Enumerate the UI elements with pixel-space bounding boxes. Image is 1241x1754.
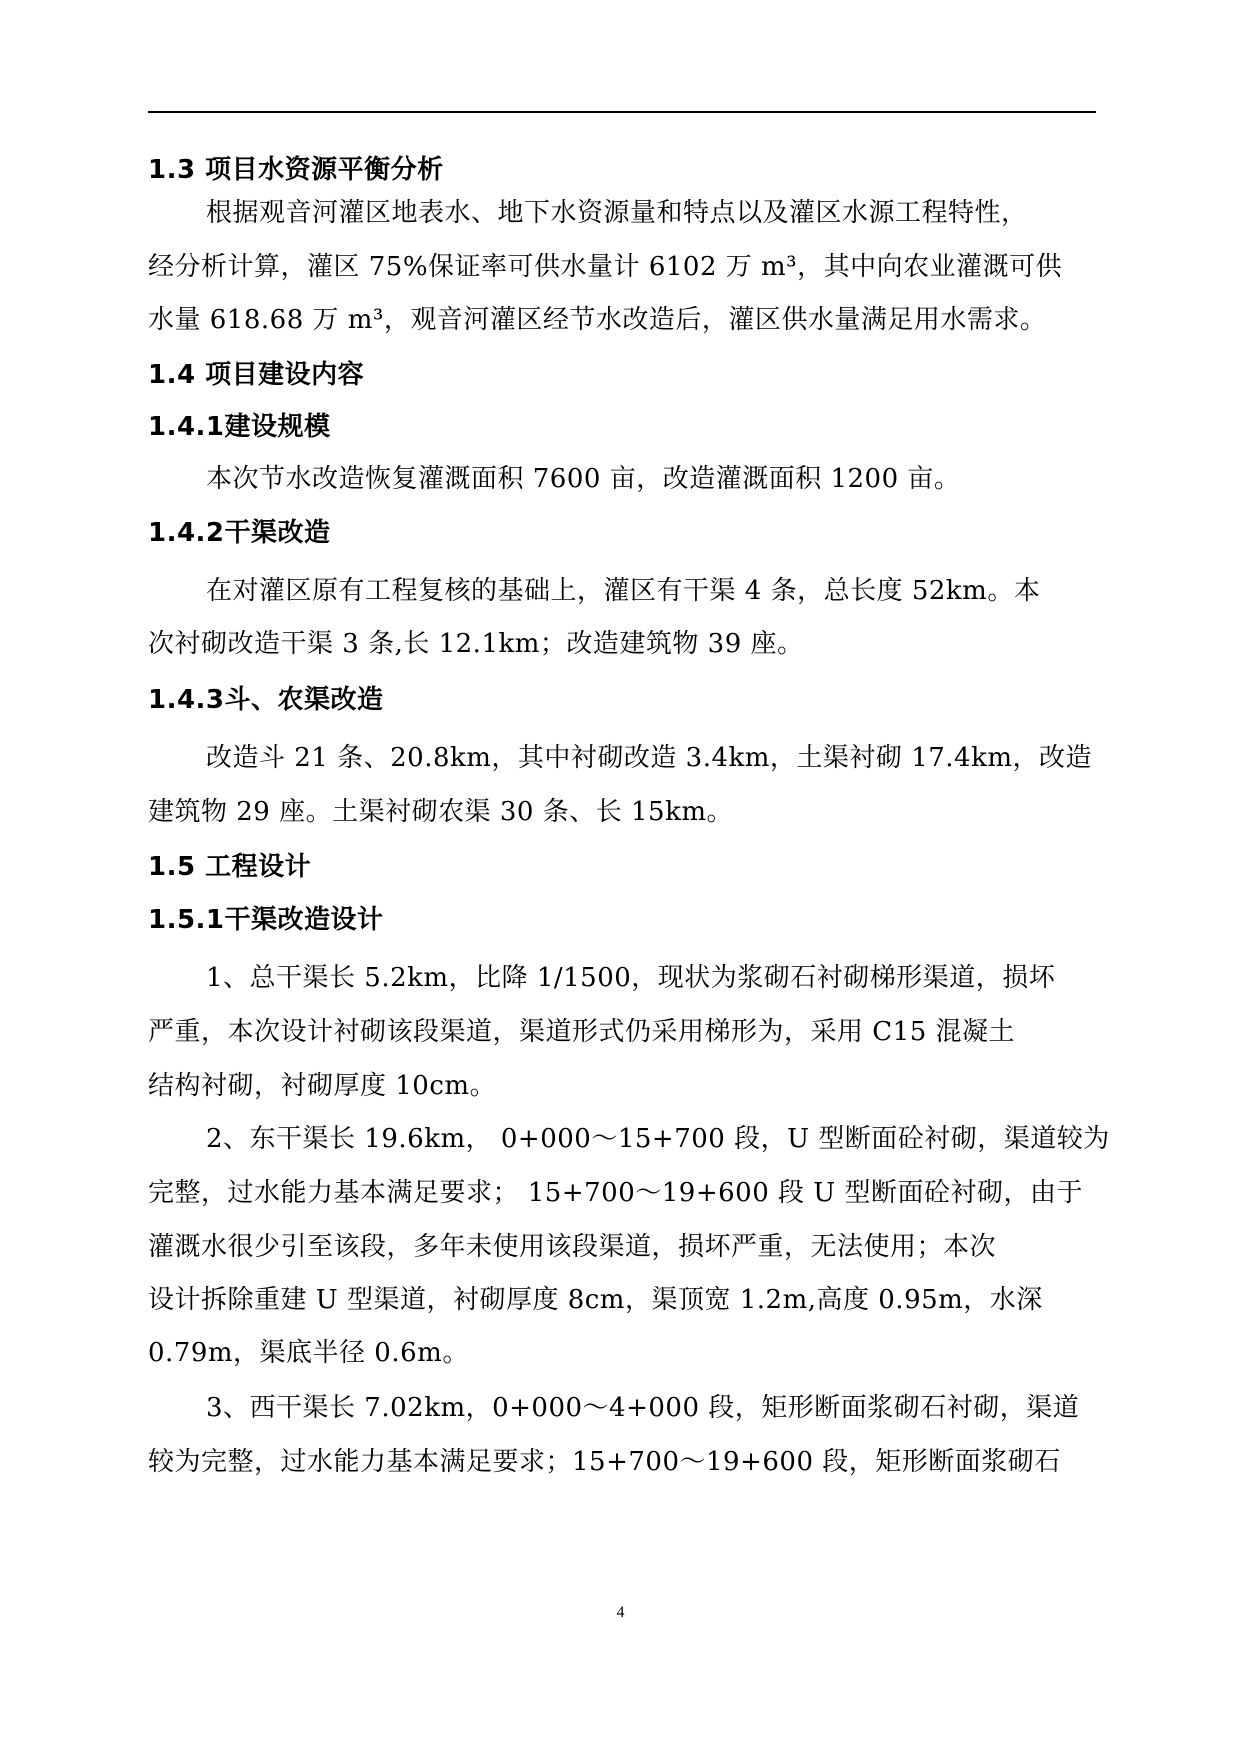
paragraph-line: 完整，过水能力基本满足要求； 15+700～19+600 段 U 型断面砼衬砌，由于: [148, 1178, 1083, 1208]
paragraph-line: 严重，本次设计衬砌该段渠道，渠道形式仍采用梯形为，采用 C15 混凝土: [148, 1017, 1016, 1047]
paragraph-line: 在对灌区原有工程复核的基础上，灌区有干渠 4 条，总长度 52km。本: [206, 576, 1041, 606]
section-heading-1-4-3: 1.4.3斗、农渠改造: [148, 685, 384, 715]
page-number: 4: [616, 1604, 625, 1621]
paragraph-line: 建筑物 29 座。土渠衬砌农渠 30 条、长 15km。: [148, 797, 733, 827]
paragraph-line: 3、西干渠长 7.02km，0+000～4+000 段，矩形断面浆砌石衬砌，渠道: [206, 1393, 1080, 1423]
paragraph-line: 0.79m，渠底半径 0.6m。: [148, 1338, 469, 1368]
paragraph-line: 根据观音河灌区地表水、地下水资源量和特点以及灌区水源工程特性，: [206, 198, 1028, 228]
section-heading-1-4: 1.4 项目建设内容: [148, 360, 365, 390]
header-rule: [148, 111, 1096, 113]
paragraph-line: 2、东干渠长 19.6km， 0+000～15+700 段，U 型断面砼衬砌，渠道较为: [206, 1124, 1110, 1154]
paragraph-line: 次衬砌改造干渠 3 条,长 12.1km；改造建筑物 39 座。: [148, 629, 804, 659]
paragraph-line: 灌溉水很少引至该段，多年未使用该段渠道，损坏严重，无法使用；本次: [148, 1232, 997, 1262]
section-heading-1-5-1: 1.5.1干渠改造设计: [148, 905, 384, 935]
paragraph-line: 设计拆除重建 U 型渠道，衬砌厚度 8cm，渠顶宽 1.2m,高度 0.95m，水深: [148, 1285, 1043, 1315]
section-heading-1-4-2: 1.4.2干渠改造: [148, 518, 331, 548]
paragraph-line: 本次节水改造恢复灌溉面积 7600 亩，改造灌溉面积 1200 亩。: [206, 464, 961, 494]
section-heading-1-4-1: 1.4.1建设规模: [148, 412, 331, 442]
paragraph-line: 水量 618.68 万 m³，观音河灌区经节水改造后，灌区供水量满足用水需求。: [148, 305, 1047, 335]
paragraph-line: 结构衬砌，衬砌厚度 10cm。: [148, 1071, 497, 1101]
paragraph-line: 1、总干渠长 5.2km，比降 1/1500，现状为浆砌石衬砌梯形渠道，损坏: [206, 963, 1056, 993]
paragraph-line: 经分析计算，灌区 75%保证率可供水量计 6102 万 m³，其中向农业灌溉可供: [148, 252, 1063, 282]
section-heading-1-3: 1.3 项目水资源平衡分析: [148, 155, 444, 185]
section-heading-1-5: 1.5 工程设计: [148, 852, 312, 882]
paragraph-line: 改造斗 21 条、20.8km，其中衬砌改造 3.4km，土渠衬砌 17.4km，改造: [206, 743, 1093, 773]
paragraph-line: 较为完整，过水能力基本满足要求；15+700～19+600 段，矩形断面浆砌石: [148, 1447, 1061, 1477]
